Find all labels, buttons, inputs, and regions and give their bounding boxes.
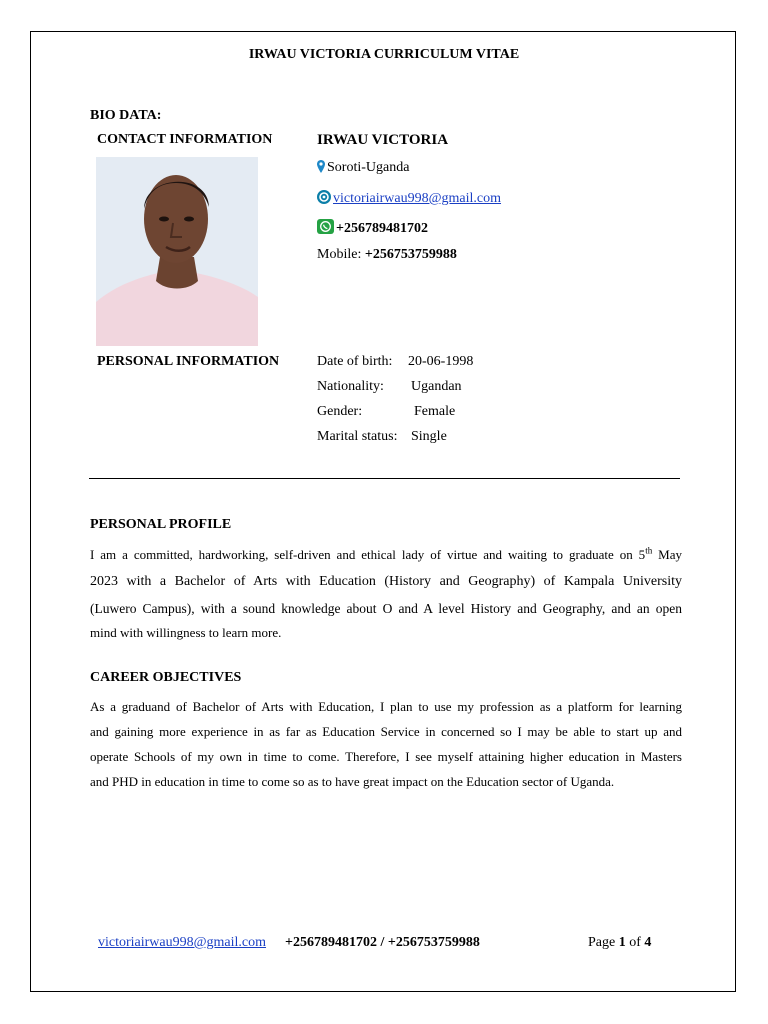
email-icon (317, 190, 331, 209)
gender-value: Female (414, 404, 456, 419)
profile-line-2: 2023 with a Bachelor of Arts with Education (History and Geography) of Kampala University (90, 574, 682, 589)
location-line (317, 160, 409, 178)
footer-email-link[interactable]: victoriairwau998@gmail.com (98, 935, 267, 950)
whatsapp-line (317, 219, 428, 239)
profile-line-4: mind with willingness to learn more. (90, 625, 282, 640)
marital-status-row (317, 429, 447, 445)
profile-line-1 (90, 541, 682, 568)
career-line-4: and PHD in education in time to come so as to have great impact on the Education sector of Uganda. (90, 774, 615, 789)
profile-line-1-text: I am a committed, hardworking, self-driven and ethical lady of virtue and waiting to graduate on 5 (90, 547, 646, 562)
career-line-2: and gaining more experience in as far as Education Service in concerned so I may be able to start up and (90, 724, 682, 739)
page-label: Page (588, 935, 619, 950)
career-objectives-text (90, 694, 682, 794)
dob-value: 20-06-1998 (408, 354, 474, 369)
mobile-label: Mobile: (317, 247, 365, 262)
contact-information-heading: CONTACT INFORMATION (97, 132, 273, 147)
page-current: 1 (618, 935, 626, 950)
page-of-label: of (625, 935, 645, 950)
personal-profile-text (90, 541, 682, 644)
profile-superscript: th (645, 545, 653, 556)
dob-row (317, 354, 473, 370)
marital-status-value: Single (411, 429, 447, 444)
dob-label: Date of birth: (317, 354, 393, 369)
nationality-value: Ugandan (411, 379, 462, 394)
gender-row (317, 404, 455, 420)
page-number (588, 935, 651, 951)
whatsapp-icon (317, 219, 334, 239)
profile-photo (96, 157, 258, 346)
section-divider (89, 478, 680, 479)
location-text: Soroti-Uganda (327, 160, 410, 175)
marital-status-label: Marital status: (317, 429, 398, 444)
gender-label: Gender: (317, 404, 363, 419)
location-pin-icon (317, 160, 325, 178)
career-line-3: operate Schools of my own in time to come. Therefore, I see myself attaining higher education in Masters (90, 749, 682, 764)
page-total: 4 (644, 935, 652, 950)
bio-data-heading: BIO DATA: (90, 108, 162, 123)
candidate-name: IRWAU VICTORIA (317, 132, 449, 148)
footer-phones: +256789481702 / +256753759988 (285, 935, 480, 950)
whatsapp-number: +256789481702 (336, 221, 428, 236)
nationality-label: Nationality: (317, 379, 384, 394)
email-link[interactable]: victoriairwau998@gmail.com (333, 191, 502, 206)
mobile-number: +256753759988 (364, 247, 457, 262)
career-objectives-heading: CAREER OBJECTIVES (90, 670, 242, 685)
document-title: IRWAU VICTORIA CURRICULUM VITAE (248, 47, 520, 62)
career-line-1: As a graduand of Bachelor of Arts with Education, I plan to use my profession as a platform for learning (90, 699, 682, 714)
mobile-line (317, 247, 457, 263)
profile-line-1-end: May (652, 547, 682, 562)
personal-information-heading: PERSONAL INFORMATION (97, 354, 280, 369)
profile-line-3: (Luwero Campus), with a sound knowledge about O and A level History and Geography, and an open (90, 601, 682, 616)
nationality-row (317, 379, 462, 395)
personal-profile-heading: PERSONAL PROFILE (90, 517, 232, 532)
email-line (317, 190, 501, 209)
